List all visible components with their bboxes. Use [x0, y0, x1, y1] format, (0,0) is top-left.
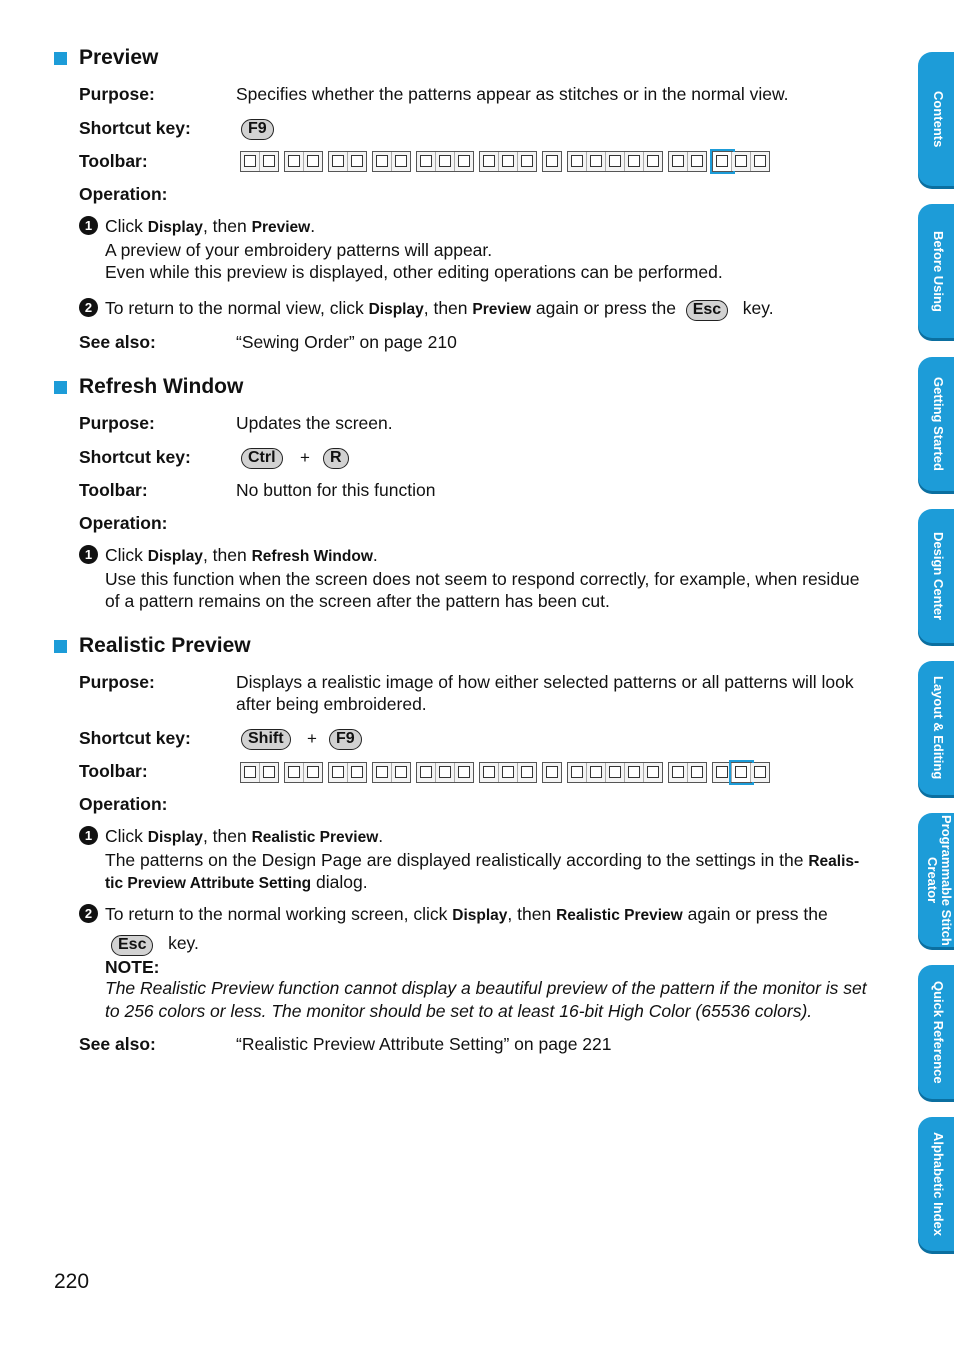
toolbar-button-icon	[455, 763, 473, 782]
toolbar-button-group	[668, 762, 707, 783]
preview-step1-line2: A preview of your embroidery patterns will appear.	[105, 240, 493, 260]
step-1-icon: 1	[79, 545, 98, 564]
preview-operation-label: Operation:	[79, 184, 168, 204]
toolbar-button-group	[328, 762, 367, 783]
toolbar-button-icon	[713, 763, 732, 782]
key-esc: Esc	[111, 935, 153, 956]
realistic-operation-label: Operation:	[79, 794, 168, 814]
toolbar-button-icon	[417, 152, 436, 171]
toolbar-button-group	[240, 151, 279, 172]
realistic-purpose-line2: after being embroidered.	[236, 694, 427, 714]
tab-before-using[interactable]: Before Using	[918, 204, 954, 338]
toolbar-button-icon	[518, 763, 536, 782]
toolbar-button-icon	[587, 763, 606, 782]
refresh-step1: Click Display, then Refresh Window.	[105, 545, 378, 565]
realistic-step2-key-line: Esc key.	[111, 933, 199, 956]
refresh-operation-label: Operation:	[79, 513, 168, 533]
toolbar-button-group	[542, 762, 562, 783]
refresh-toolbar-label: Toolbar:	[79, 480, 148, 500]
step-1-icon: 1	[79, 216, 98, 235]
realistic-step2: To return to the normal working screen, click Display, then Realistic Preview again or press the	[105, 904, 828, 924]
realistic-purpose-line1: Displays a realistic image of how either selected patterns or all patterns will look	[236, 672, 854, 692]
note-line2: to 256 colors or less. The monitor should be set to at least 16-bit High Color (65536 colors).	[105, 1001, 813, 1021]
realistic-toolbar-label: Toolbar:	[79, 761, 148, 781]
tab-alphabetic-index[interactable]: Alphabetic Index	[918, 1117, 954, 1251]
toolbar-button-icon	[499, 152, 518, 171]
realistic-purpose-label: Purpose:	[79, 672, 155, 692]
toolbar-button-icon	[348, 152, 366, 171]
toolbar-button-icon	[285, 152, 304, 171]
toolbar-button-icon	[625, 152, 644, 171]
toolbar-button-icon	[392, 763, 410, 782]
toolbar-button-icon	[436, 152, 455, 171]
realistic-toolbar-image	[240, 761, 775, 783]
key-shift: Shift	[241, 729, 291, 750]
toolbar-button-icon	[304, 763, 322, 782]
note-line1: The Realistic Preview function cannot display a beautiful preview of the pattern if the monitor is set	[105, 978, 867, 998]
step-2-icon: 2	[79, 298, 98, 317]
note-label: NOTE:	[105, 957, 160, 977]
toolbar-button-icon	[260, 763, 278, 782]
toolbar-button-icon	[751, 763, 769, 782]
toolbar-button-icon	[669, 152, 688, 171]
toolbar-button-icon	[568, 763, 587, 782]
preview-step1-line3: Even while this preview is displayed, other editing operations can be performed.	[105, 262, 723, 282]
preview-shortcut-label: Shortcut key:	[79, 118, 191, 138]
toolbar-button-group	[284, 151, 323, 172]
toolbar-button-icon	[285, 763, 304, 782]
section-refresh-heading	[54, 375, 243, 399]
toolbar-button-group	[479, 762, 537, 783]
section-preview-heading	[54, 46, 158, 70]
toolbar-button-group	[668, 151, 707, 172]
section-realistic-heading	[54, 634, 251, 658]
toolbar-button-icon	[688, 763, 706, 782]
tab-contents[interactable]: Contents	[918, 52, 954, 186]
toolbar-button-icon	[688, 152, 706, 171]
preview-toolbar-image	[240, 150, 775, 172]
key-f9: F9	[329, 729, 362, 750]
preview-see-also-label: See also:	[79, 332, 156, 352]
toolbar-button-group	[712, 151, 770, 172]
toolbar-button-icon	[241, 763, 260, 782]
tab-getting-started[interactable]: Getting Started	[918, 357, 954, 491]
realistic-step1-line2: The patterns on the Design Page are displayed realistically according to the settings in the Realis-	[105, 850, 860, 870]
preview-toolbar-label: Toolbar:	[79, 151, 148, 171]
toolbar-button-group	[372, 151, 411, 172]
key-f9: F9	[241, 119, 274, 140]
preview-step2: To return to the normal view, click Display, then Preview again or press the Esc key.	[105, 297, 774, 321]
toolbar-button-icon	[669, 763, 688, 782]
toolbar-button-icon	[348, 763, 366, 782]
section-realistic-title: Realistic Preview	[79, 634, 251, 657]
realistic-step1: Click Display, then Realistic Preview.	[105, 826, 384, 846]
toolbar-button-icon	[644, 152, 662, 171]
toolbar-button-icon	[304, 152, 322, 171]
refresh-purpose-text: Updates the screen.	[236, 413, 393, 433]
realistic-see-also-label: See also:	[79, 1034, 156, 1054]
plus-sign: +	[307, 729, 317, 748]
key-ctrl: Ctrl	[241, 448, 283, 469]
toolbar-button-icon	[392, 152, 410, 171]
toolbar-button-icon	[373, 763, 392, 782]
toolbar-button-icon	[751, 152, 769, 171]
section-marker-icon	[54, 640, 67, 653]
tab-quick-reference[interactable]: Quick Reference	[918, 965, 954, 1099]
key-r: R	[323, 448, 349, 469]
toolbar-button-group	[567, 762, 663, 783]
refresh-step1-line2: Use this function when the screen does not seem to respond correctly, for example, when residue	[105, 569, 860, 589]
page-number: 220	[54, 1270, 90, 1293]
toolbar-button-icon	[713, 152, 732, 171]
toolbar-button-icon	[436, 763, 455, 782]
preview-step1: Click Display, then Preview.	[105, 216, 316, 236]
refresh-step1-line3: of a pattern remains on the screen after the pattern has been cut.	[105, 591, 610, 611]
plus-sign: +	[300, 448, 310, 467]
toolbar-button-icon	[518, 152, 536, 171]
toolbar-button-icon	[260, 152, 278, 171]
toolbar-button-group	[372, 762, 411, 783]
toolbar-button-group	[567, 151, 663, 172]
toolbar-button-icon	[499, 763, 518, 782]
toolbar-button-icon	[568, 152, 587, 171]
toolbar-button-icon	[241, 152, 260, 171]
toolbar-button-icon	[587, 152, 606, 171]
realistic-step1-line3: tic Preview Attribute Setting dialog.	[105, 872, 368, 892]
tab-programmable-stitch-creator[interactable]: Programmable Stitch Creator	[918, 813, 954, 947]
toolbar-button-icon	[606, 763, 625, 782]
refresh-shortcut-label: Shortcut key:	[79, 447, 191, 467]
preview-purpose-label: Purpose:	[79, 84, 155, 104]
toolbar-button-group	[284, 762, 323, 783]
preview-see-also-ref: “Sewing Order” on page 210	[236, 332, 457, 352]
refresh-purpose-label: Purpose:	[79, 413, 155, 433]
step-2-icon: 2	[79, 904, 98, 923]
toolbar-button-icon	[606, 152, 625, 171]
toolbar-button-group	[416, 762, 474, 783]
refresh-toolbar-text: No button for this function	[236, 480, 436, 500]
section-marker-icon	[54, 381, 67, 394]
tab-design-center[interactable]: Design Center	[918, 509, 954, 643]
preview-purpose-text: Specifies whether the patterns appear as stitches or in the normal view.	[236, 84, 789, 104]
section-preview-title: Preview	[79, 46, 159, 69]
key-esc: Esc	[686, 300, 728, 321]
toolbar-button-icon	[625, 763, 644, 782]
toolbar-button-group	[328, 151, 367, 172]
toolbar-button-icon	[417, 763, 436, 782]
toolbar-button-group	[416, 151, 474, 172]
toolbar-button-icon	[732, 763, 751, 782]
section-refresh-title: Refresh Window	[79, 375, 244, 398]
toolbar-button-icon	[480, 152, 499, 171]
toolbar-button-icon	[329, 763, 348, 782]
toolbar-button-group	[542, 151, 562, 172]
tab-layout-editing[interactable]: Layout & Editing	[918, 661, 954, 795]
toolbar-button-icon	[480, 763, 499, 782]
realistic-shortcut-label: Shortcut key:	[79, 728, 191, 748]
toolbar-button-group	[712, 762, 770, 783]
toolbar-button-group	[240, 762, 279, 783]
toolbar-button-icon	[543, 152, 561, 171]
toolbar-button-group	[479, 151, 537, 172]
section-marker-icon	[54, 52, 67, 65]
toolbar-button-icon	[732, 152, 751, 171]
realistic-see-also-ref: “Realistic Preview Attribute Setting” on page 221	[236, 1034, 612, 1054]
step-1-icon: 1	[79, 826, 98, 845]
toolbar-button-icon	[455, 152, 473, 171]
toolbar-button-icon	[644, 763, 662, 782]
toolbar-button-icon	[543, 763, 561, 782]
toolbar-button-icon	[373, 152, 392, 171]
toolbar-button-icon	[329, 152, 348, 171]
